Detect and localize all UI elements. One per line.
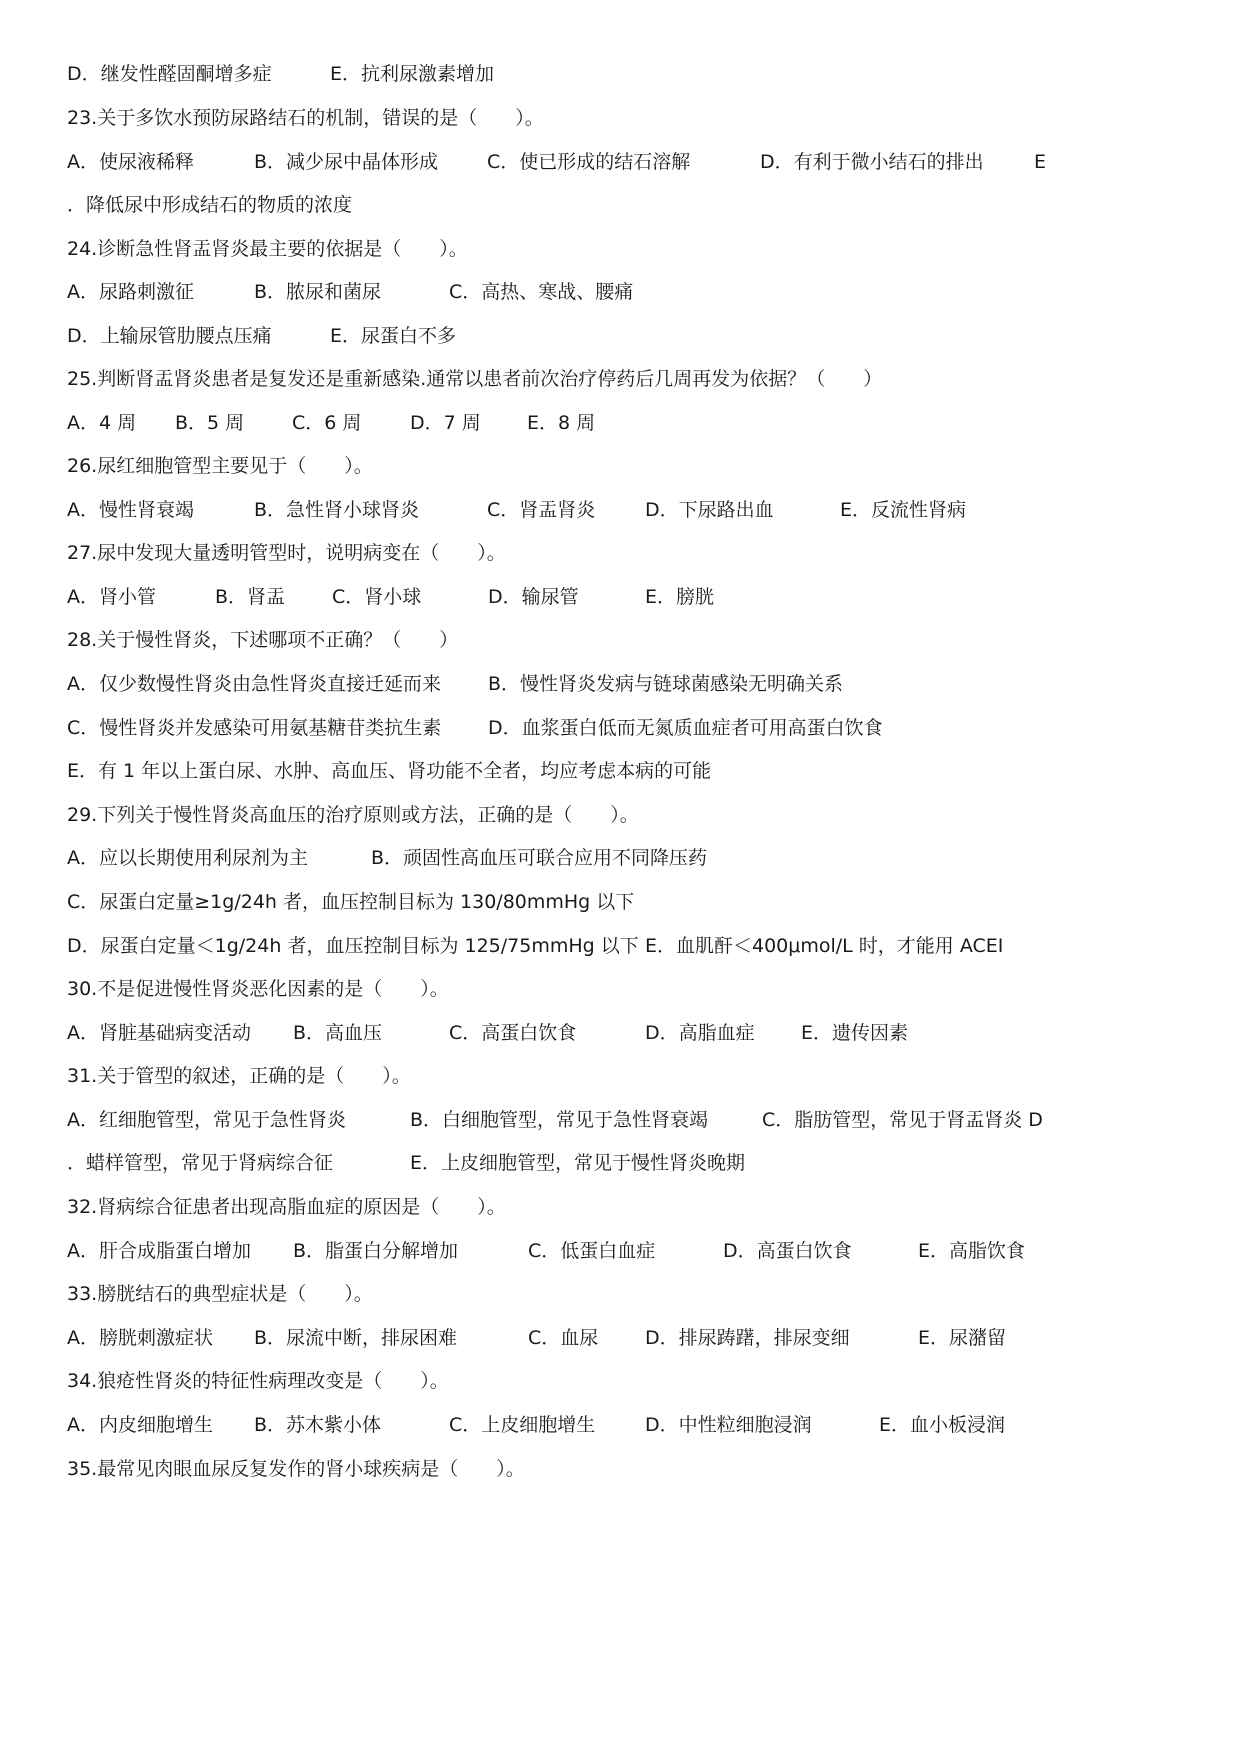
text-line <box>0 364 1241 394</box>
answer-option: C．6 周 <box>292 412 362 434</box>
answer-option: A．4 周 <box>67 412 137 434</box>
answer-option: C．血尿 <box>528 1327 599 1349</box>
question-stem: 27.尿中发现大量透明管型时，说明病变在（ ）。 <box>67 542 506 564</box>
answer-option: D．下尿路出血 <box>645 499 774 521</box>
answer-option: ．蜡样管型，常见于肾病综合征 <box>67 1152 334 1174</box>
answer-option: D．有利于微小结石的排出 <box>760 151 984 173</box>
answer-option: B．5 周 <box>175 412 245 434</box>
answer-option: C．高蛋白饮食 <box>449 1022 577 1044</box>
answer-option: B．尿流中断，排尿困难 <box>254 1327 458 1349</box>
text-line <box>0 321 1241 351</box>
question-stem: 29.下列关于慢性肾炎高血压的治疗原则或方法，正确的是（ ）。 <box>67 804 639 826</box>
text-line <box>0 1454 1241 1484</box>
answer-option: D．血浆蛋白低而无氮质血症者可用高蛋白饮食 <box>488 717 883 739</box>
text-line <box>0 277 1241 307</box>
text-line <box>0 1018 1241 1048</box>
text-line <box>0 538 1241 568</box>
answer-option: D．排尿踌躇，排尿变细 <box>645 1327 850 1349</box>
answer-option: E．反流性肾病 <box>840 499 967 521</box>
answer-option: C．高热、寒战、腰痛 <box>449 281 634 303</box>
answer-option: C．肾盂肾炎 <box>487 499 596 521</box>
answer-option: E．膀胱 <box>645 586 715 608</box>
text-line <box>0 887 1241 917</box>
text-line <box>0 1105 1241 1135</box>
answer-option: D．输尿管 <box>488 586 579 608</box>
answer-option: C．肾小球 <box>332 586 422 608</box>
question-stem: 31.关于管型的叙述，正确的是（ ）。 <box>67 1065 411 1087</box>
answer-option: B．减少尿中晶体形成 <box>254 151 439 173</box>
answer-option: E．高脂饮食 <box>918 1240 1026 1262</box>
text-line <box>0 495 1241 525</box>
answer-option: C．脂肪管型，常见于肾盂肾炎 D <box>762 1109 1043 1131</box>
text-line <box>0 1148 1241 1178</box>
answer-option: A．膀胱刺激症状 <box>67 1327 213 1349</box>
answer-option: E．上皮细胞管型，常见于慢性肾炎晚期 <box>410 1152 746 1174</box>
answer-option: B．慢性肾炎发病与链球菌感染无明确关系 <box>488 673 844 695</box>
question-stem: 30.不是促进慢性肾炎恶化因素的是（ ）。 <box>67 978 449 1000</box>
answer-option: A．红细胞管型，常见于急性肾炎 <box>67 1109 346 1131</box>
question-stem: 32.肾病综合征患者出现高脂血症的原因是（ ）。 <box>67 1196 506 1218</box>
question-stem: 34.狼疮性肾炎的特征性病理改变是（ ）。 <box>67 1370 449 1392</box>
text-line <box>0 669 1241 699</box>
answer-option: E．血肌酐＜400μmol/L 时，才能用 ACEI <box>645 935 1004 957</box>
answer-option: A．慢性肾衰竭 <box>67 499 194 521</box>
answer-option: E．抗利尿激素增加 <box>330 63 495 85</box>
text-line <box>0 931 1241 961</box>
text-line <box>0 1279 1241 1309</box>
answer-option: E．8 周 <box>527 412 596 434</box>
question-stem: 26.尿红细胞管型主要见于（ ）。 <box>67 455 373 477</box>
answer-option: B．苏木紫小体 <box>254 1414 382 1436</box>
text-line <box>0 1236 1241 1266</box>
answer-option: B．脂蛋白分解增加 <box>293 1240 459 1262</box>
answer-option: B．肾盂 <box>215 586 286 608</box>
answer-option: C．低蛋白血症 <box>528 1240 656 1262</box>
question-stem: 23.关于多饮水预防尿路结石的机制，错误的是（ ）。 <box>67 107 544 129</box>
answer-option: A．肝合成脂蛋白增加 <box>67 1240 251 1262</box>
answer-option: E．有 1 年以上蛋白尿、水肿、高血压、肾功能不全者，均应考虑本病的可能 <box>67 760 712 782</box>
answer-option: A．使尿液稀释 <box>67 151 194 173</box>
text-line <box>0 974 1241 1004</box>
answer-option: D．中性粒细胞浸润 <box>645 1414 812 1436</box>
text-line <box>0 582 1241 612</box>
text-line <box>0 843 1241 873</box>
text-line <box>0 1061 1241 1091</box>
answer-option: B．顽固性高血压可联合应用不同降压药 <box>371 847 708 869</box>
question-stem: 25.判断肾盂肾炎患者是复发还是重新感染.通常以患者前次治疗停药后几周再发为依据？（ ） <box>67 368 883 390</box>
text-line <box>0 1192 1241 1222</box>
answer-option: A．肾脏基础病变活动 <box>67 1022 251 1044</box>
text-line <box>0 147 1241 177</box>
text-line <box>0 408 1241 438</box>
text-line <box>0 800 1241 830</box>
answer-option: A．尿路刺激征 <box>67 281 194 303</box>
answer-option: B．高血压 <box>293 1022 383 1044</box>
text-line <box>0 1410 1241 1440</box>
answer-option: E <box>1034 151 1047 173</box>
answer-option: A．肾小管 <box>67 586 156 608</box>
answer-option: A．内皮细胞增生 <box>67 1414 213 1436</box>
answer-option: E．遗传因素 <box>801 1022 909 1044</box>
answer-option: A．仅少数慢性肾炎由急性肾炎直接迁延而来 <box>67 673 441 695</box>
answer-option: B．白细胞管型，常见于急性肾衰竭 <box>410 1109 709 1131</box>
answer-option: C．上皮细胞增生 <box>449 1414 596 1436</box>
answer-option: D．7 周 <box>410 412 481 434</box>
text-line <box>0 713 1241 743</box>
text-line <box>0 1366 1241 1396</box>
answer-option: E．血小板浸润 <box>879 1414 1006 1436</box>
text-line <box>0 234 1241 264</box>
text-line <box>0 1323 1241 1353</box>
answer-option: D．高蛋白饮食 <box>723 1240 852 1262</box>
answer-option: ．降低尿中形成结石的物质的浓度 <box>67 194 353 216</box>
answer-option: D．高脂血症 <box>645 1022 755 1044</box>
question-stem: 28.关于慢性肾炎，下述哪项不正确？（ ） <box>67 629 459 651</box>
answer-option: B．急性肾小球肾炎 <box>254 499 420 521</box>
answer-option: C．使已形成的结石溶解 <box>487 151 691 173</box>
text-line <box>0 756 1241 786</box>
question-stem: 33.膀胱结石的典型症状是（ ）。 <box>67 1283 373 1305</box>
answer-option: E．尿蛋白不多 <box>330 325 457 347</box>
answer-option: A．应以长期使用利尿剂为主 <box>67 847 308 869</box>
answer-option: C．尿蛋白定量≥1g/24h 者，血压控制目标为 130/80mmHg 以下 <box>67 891 635 913</box>
text-line <box>0 451 1241 481</box>
text-line <box>0 625 1241 655</box>
question-stem: 35.最常见肉眼血尿反复发作的肾小球疾病是（ ）。 <box>67 1458 525 1480</box>
text-line <box>0 103 1241 133</box>
answer-option: B．脓尿和菌尿 <box>254 281 382 303</box>
answer-option: E．尿潴留 <box>918 1327 1007 1349</box>
answer-option: D．尿蛋白定量＜1g/24h 者，血压控制目标为 125/75mmHg 以下 <box>67 935 639 957</box>
answer-option: D．继发性醛固酮增多症 <box>67 63 272 85</box>
question-stem: 24.诊断急性肾盂肾炎最主要的依据是（ ）。 <box>67 238 468 260</box>
answer-option: C．慢性肾炎并发感染可用氨基糖苷类抗生素 <box>67 717 442 739</box>
text-line <box>0 190 1241 220</box>
text-line <box>0 59 1241 89</box>
answer-option: D．上输尿管肋腰点压痛 <box>67 325 272 347</box>
